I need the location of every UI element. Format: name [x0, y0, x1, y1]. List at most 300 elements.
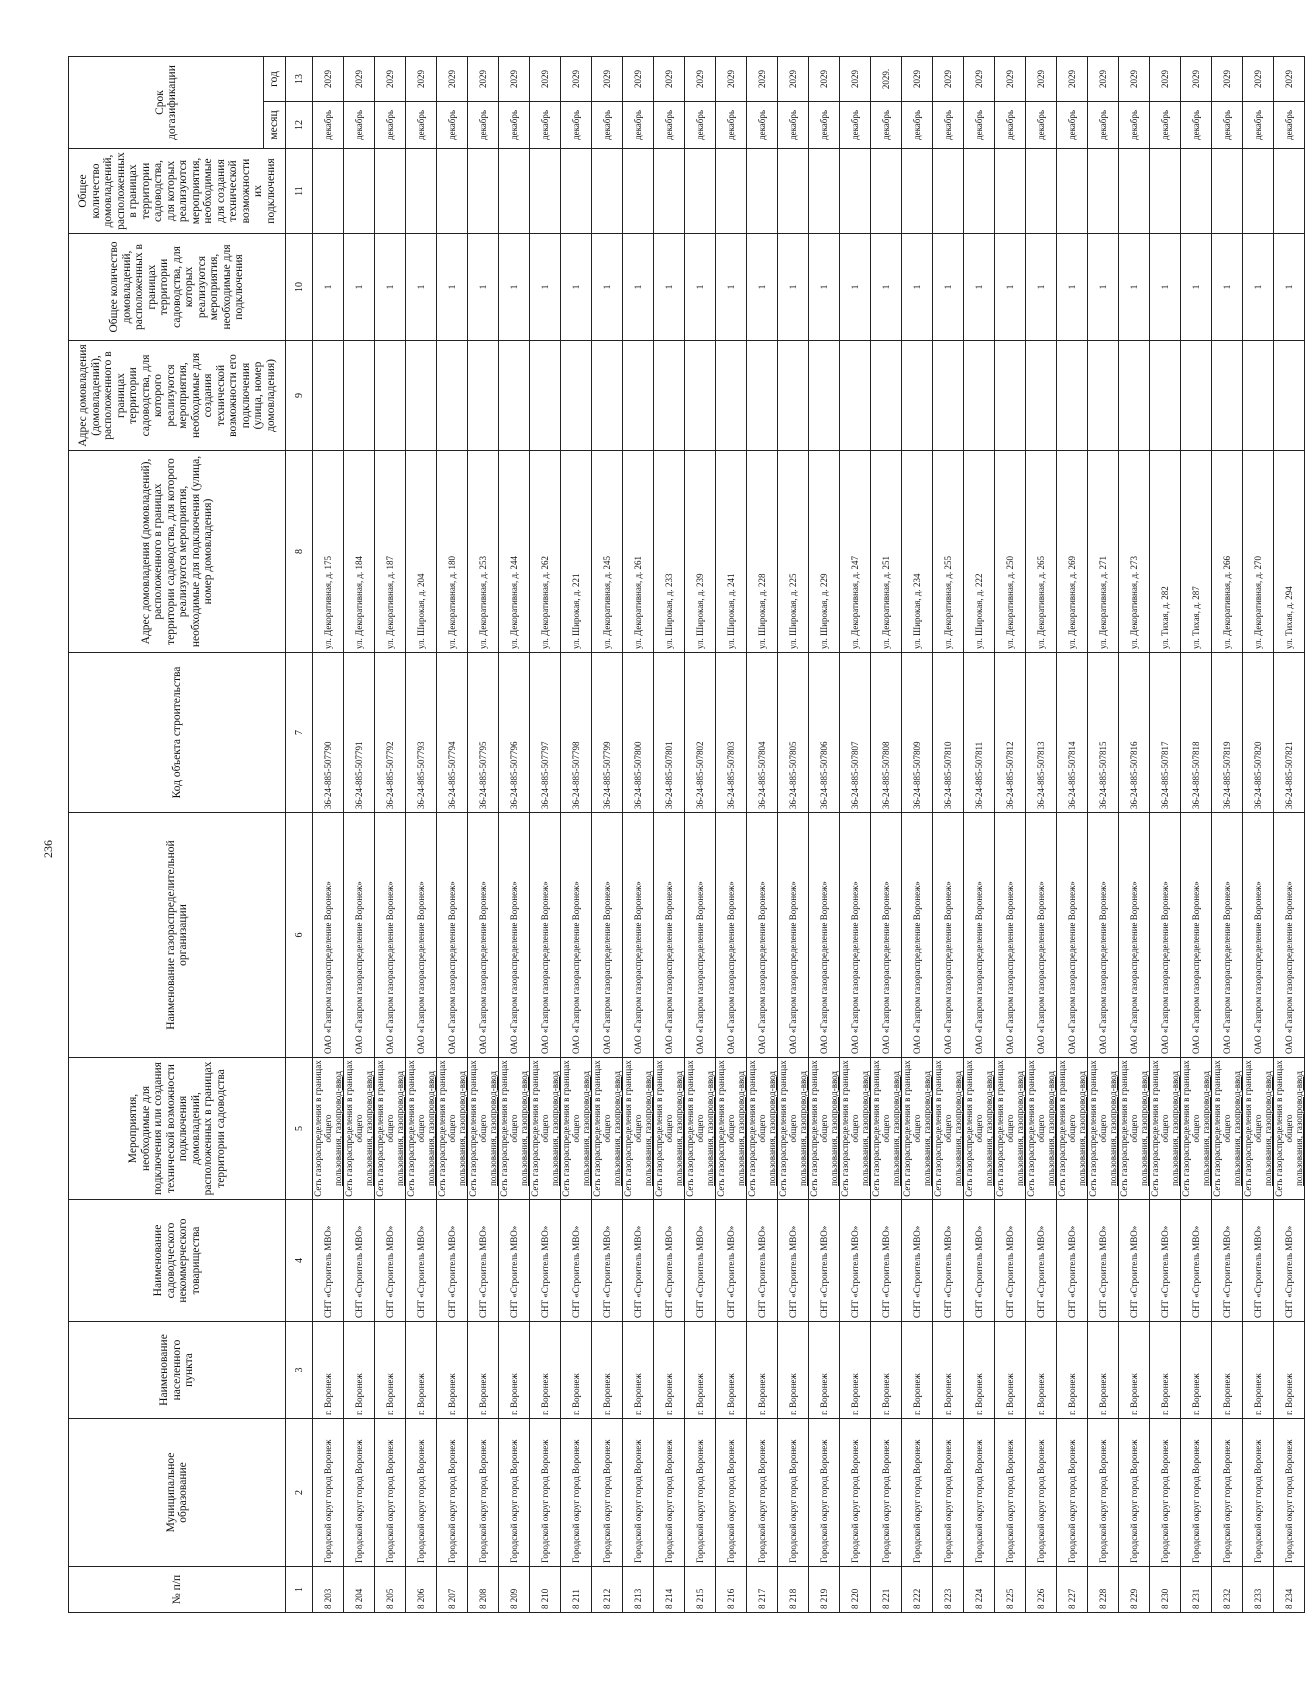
- row-number: 8 212: [592, 1567, 623, 1613]
- settlement-cell: г. Воронеж: [592, 1322, 623, 1419]
- header-month: месяц: [264, 102, 286, 149]
- year-cell: 2029: [1026, 57, 1057, 102]
- measure-line-2: пользования, газопровод-ввод: [767, 1071, 777, 1186]
- month-cell: декабрь: [344, 102, 375, 149]
- year-cell: 2029: [1057, 57, 1088, 102]
- measure-cell: [1150, 1058, 1181, 1200]
- address-cell: ул. Декоративная, д. 253: [468, 451, 499, 653]
- month-cell: декабрь: [1212, 102, 1243, 149]
- table-row: [716, 57, 747, 1613]
- measure-line-1: Сеть газораспределения в границах общего: [406, 1060, 426, 1197]
- table-row: [1181, 57, 1212, 1613]
- month-cell: декабрь: [1181, 102, 1212, 149]
- measure-line-1: Сеть газораспределения в границах общего: [375, 1060, 395, 1197]
- address2-cell: [871, 341, 902, 451]
- object-code-cell: 36-24-885-507800: [623, 653, 654, 813]
- address-cell: ул. Широкая, д. 204: [406, 451, 437, 653]
- partnership-cell: СНТ «Строитель МВО»: [344, 1200, 375, 1322]
- month-cell: декабрь: [623, 102, 654, 149]
- measure-line-2: пользования, газопровод-ввод: [1170, 1071, 1180, 1186]
- count2-cell: [654, 149, 685, 234]
- month-cell: декабрь: [1026, 102, 1057, 149]
- count2-cell: [530, 149, 561, 234]
- measure-cell: [902, 1058, 933, 1200]
- measure-line-1: Сеть газораспределения в границах общего: [437, 1060, 457, 1197]
- row-number: 8 229: [1119, 1567, 1150, 1613]
- count-cell: 1: [375, 234, 406, 341]
- object-code-cell: 36-24-885-507810: [933, 653, 964, 813]
- count2-cell: [685, 149, 716, 234]
- partnership-cell: СНТ «Строитель МВО»: [1026, 1200, 1057, 1322]
- measure-cell: [592, 1058, 623, 1200]
- count-cell: 1: [1119, 234, 1150, 341]
- measure-cell: [778, 1058, 809, 1200]
- address2-cell: [561, 341, 592, 451]
- row-number: 8 207: [437, 1567, 468, 1613]
- row-number: 8 223: [933, 1567, 964, 1613]
- address-cell: ул. Декоративная, д. 270: [1243, 451, 1274, 653]
- partnership-cell: СНТ «Строитель МВО»: [561, 1200, 592, 1322]
- year-cell: 2029: [530, 57, 561, 102]
- address2-cell: [778, 341, 809, 451]
- measure-line-1: Сеть газораспределения в границах общего: [933, 1060, 953, 1197]
- measure-line-2: пользования, газопровод-ввод: [1108, 1071, 1118, 1186]
- address-cell: ул. Широкая, д. 222: [964, 451, 995, 653]
- address-cell: ул. Декоративная, д. 245: [592, 451, 623, 653]
- municipality-cell: Городской округ город Воронеж: [840, 1419, 871, 1567]
- municipality-cell: Городской округ город Воронеж: [468, 1419, 499, 1567]
- year-cell: 2029: [406, 57, 437, 102]
- object-code-cell: 36-24-885-507814: [1057, 653, 1088, 813]
- organization-cell: ОАО «Газпром газораспределение Воронеж»: [375, 813, 406, 1058]
- count2-cell: [840, 149, 871, 234]
- month-cell: декабрь: [1243, 102, 1274, 149]
- column-index-row: [286, 57, 313, 1613]
- column-index: 8: [286, 451, 313, 653]
- measure-line-2: пользования, газопровод-ввод: [1232, 1071, 1242, 1186]
- count-cell: 1: [1243, 234, 1274, 341]
- table-row: [902, 57, 933, 1613]
- measure-cell: [1274, 1058, 1305, 1200]
- object-code-cell: 36-24-885-507805: [778, 653, 809, 813]
- month-cell: декабрь: [561, 102, 592, 149]
- measure-cell: [716, 1058, 747, 1200]
- row-number: 8 206: [406, 1567, 437, 1613]
- address2-cell: [592, 341, 623, 451]
- object-code-cell: 36-24-885-507801: [654, 653, 685, 813]
- organization-cell: ОАО «Газпром газораспределение Воронеж»: [1119, 813, 1150, 1058]
- partnership-cell: СНТ «Строитель МВО»: [1181, 1200, 1212, 1322]
- count-cell: 1: [344, 234, 375, 341]
- count-cell: 1: [747, 234, 778, 341]
- address-cell: ул. Декоративная, д. 251: [871, 451, 902, 653]
- municipality-cell: Городской округ город Воронеж: [1181, 1419, 1212, 1567]
- month-cell: декабрь: [313, 102, 344, 149]
- address2-cell: [1026, 341, 1057, 451]
- column-index: 4: [286, 1200, 313, 1322]
- measure-line-1: Сеть газораспределения в границах общего: [840, 1060, 860, 1197]
- year-cell: 2029: [344, 57, 375, 102]
- measure-cell: [499, 1058, 530, 1200]
- municipality-cell: Городской округ город Воронеж: [406, 1419, 437, 1567]
- measure-line-2: пользования, газопровод-ввод: [426, 1071, 436, 1186]
- partnership-cell: СНТ «Строитель МВО»: [313, 1200, 344, 1322]
- table-rotated-wrapper: [68, 57, 1304, 1613]
- municipality-cell: Городской округ город Воронеж: [313, 1419, 344, 1567]
- measure-cell: [1181, 1058, 1212, 1200]
- address2-cell: [344, 341, 375, 451]
- address2-cell: [995, 341, 1026, 451]
- table-row: [871, 57, 902, 1613]
- measure-line-1: Сеть газораспределения в границах общего: [499, 1060, 519, 1197]
- settlement-cell: г. Воронеж: [716, 1322, 747, 1419]
- count-cell: 1: [809, 234, 840, 341]
- year-cell: 2029: [375, 57, 406, 102]
- row-number: 8 221: [871, 1567, 902, 1613]
- measure-line-2: пользования, газопровод-ввод: [1201, 1071, 1211, 1186]
- table-row: [964, 57, 995, 1613]
- table-row: [437, 57, 468, 1613]
- year-cell: 2029: [747, 57, 778, 102]
- organization-cell: ОАО «Газпром газораспределение Воронеж»: [437, 813, 468, 1058]
- partnership-cell: СНТ «Строитель МВО»: [716, 1200, 747, 1322]
- measure-line-1: Сеть газораспределения в границах общего: [716, 1060, 736, 1197]
- table-row: [406, 57, 437, 1613]
- settlement-cell: г. Воронеж: [1212, 1322, 1243, 1419]
- month-cell: декабрь: [1274, 102, 1305, 149]
- table-row: [1026, 57, 1057, 1613]
- address2-cell: [406, 341, 437, 451]
- column-index: 3: [286, 1322, 313, 1419]
- header-count2: Общее количество домовладений, расположенных в границах территории садоводства, для которых реализуются мероприятия, необходимые для создания технической возможности их подключения: [69, 149, 286, 234]
- measure-line-2: пользования, газопровод-ввод: [364, 1071, 374, 1186]
- address-cell: ул. Широкая, д. 239: [685, 451, 716, 653]
- count-cell: 1: [1088, 234, 1119, 341]
- header-org: Наименование газораспределительной организации: [69, 813, 286, 1058]
- table-row: [778, 57, 809, 1613]
- month-cell: декабрь: [437, 102, 468, 149]
- column-index: 6: [286, 813, 313, 1058]
- count2-cell: [313, 149, 344, 234]
- organization-cell: ОАО «Газпром газораспределение Воронеж»: [623, 813, 654, 1058]
- gasification-table: [68, 56, 1305, 1613]
- measure-line-1: Сеть газораспределения в границах общего: [1212, 1060, 1232, 1197]
- count-cell: 1: [1057, 234, 1088, 341]
- address-cell: ул. Широкая, д. 229: [809, 451, 840, 653]
- measure-line-2: пользования, газопровод-ввод: [1046, 1071, 1056, 1186]
- measure-cell: [995, 1058, 1026, 1200]
- row-number: 8 228: [1088, 1567, 1119, 1613]
- municipality-cell: Городской округ город Воронеж: [809, 1419, 840, 1567]
- object-code-cell: 36-24-885-507811: [964, 653, 995, 813]
- measure-line-1: Сеть газораспределения в границах общего: [1088, 1060, 1108, 1197]
- table-row: [840, 57, 871, 1613]
- settlement-cell: г. Воронеж: [561, 1322, 592, 1419]
- organization-cell: ОАО «Газпром газораспределение Воронеж»: [406, 813, 437, 1058]
- month-cell: декабрь: [778, 102, 809, 149]
- settlement-cell: г. Воронеж: [1088, 1322, 1119, 1419]
- count2-cell: [623, 149, 654, 234]
- address2-cell: [840, 341, 871, 451]
- partnership-cell: СНТ «Строитель МВО»: [933, 1200, 964, 1322]
- month-cell: декабрь: [592, 102, 623, 149]
- municipality-cell: Городской округ город Воронеж: [499, 1419, 530, 1567]
- count-cell: 1: [592, 234, 623, 341]
- measure-line-1: Сеть газораспределения в границах общего: [561, 1060, 581, 1197]
- object-code-cell: 36-24-885-507818: [1181, 653, 1212, 813]
- count2-cell: [933, 149, 964, 234]
- measure-line-2: пользования, газопровод-ввод: [1015, 1071, 1025, 1186]
- count2-cell: [1119, 149, 1150, 234]
- municipality-cell: Городской округ город Воронеж: [964, 1419, 995, 1567]
- count-cell: 1: [499, 234, 530, 341]
- row-number: 8 225: [995, 1567, 1026, 1613]
- month-cell: декабрь: [1119, 102, 1150, 149]
- measure-line-2: пользования, газопровод-ввод: [612, 1071, 622, 1186]
- address-cell: ул. Декоративная, д. 247: [840, 451, 871, 653]
- object-code-cell: 36-24-885-507802: [685, 653, 716, 813]
- year-cell: 2029: [964, 57, 995, 102]
- measure-cell: [1212, 1058, 1243, 1200]
- partnership-cell: СНТ «Строитель МВО»: [902, 1200, 933, 1322]
- table-row: [1274, 57, 1305, 1613]
- row-number: 8 222: [902, 1567, 933, 1613]
- partnership-cell: СНТ «Строитель МВО»: [995, 1200, 1026, 1322]
- object-code-cell: 36-24-885-507799: [592, 653, 623, 813]
- measure-line-1: Сеть газораспределения в границах общего: [871, 1060, 891, 1197]
- measure-cell: [933, 1058, 964, 1200]
- table-row: [592, 57, 623, 1613]
- address2-cell: [1212, 341, 1243, 451]
- table-row: [375, 57, 406, 1613]
- municipality-cell: Городской округ город Воронеж: [1088, 1419, 1119, 1567]
- count-cell: 1: [1150, 234, 1181, 341]
- address2-cell: [1150, 341, 1181, 451]
- organization-cell: ОАО «Газпром газораспределение Воронеж»: [1150, 813, 1181, 1058]
- row-number: 8 217: [747, 1567, 778, 1613]
- row-number: 8 205: [375, 1567, 406, 1613]
- organization-cell: ОАО «Газпром газораспределение Воронеж»: [716, 813, 747, 1058]
- measure-line-2: пользования, газопровод-ввод: [1263, 1071, 1273, 1186]
- table-row: [685, 57, 716, 1613]
- municipality-cell: Городской округ город Воронеж: [1057, 1419, 1088, 1567]
- count2-cell: [778, 149, 809, 234]
- object-code-cell: 36-24-885-507803: [716, 653, 747, 813]
- month-cell: декабрь: [499, 102, 530, 149]
- column-index: 12: [286, 102, 313, 149]
- organization-cell: ОАО «Газпром газораспределение Воронеж»: [964, 813, 995, 1058]
- address-cell: ул. Декоративная, д. 266: [1212, 451, 1243, 653]
- measure-cell: [313, 1058, 344, 1200]
- header-settlement: Наименование населенного пункта: [69, 1322, 286, 1419]
- municipality-cell: Городской округ город Воронеж: [592, 1419, 623, 1567]
- object-code-cell: 36-24-885-507798: [561, 653, 592, 813]
- municipality-cell: Городской округ город Воронеж: [561, 1419, 592, 1567]
- address-cell: ул. Декоративная, д. 255: [933, 451, 964, 653]
- object-code-cell: 36-24-885-507793: [406, 653, 437, 813]
- organization-cell: ОАО «Газпром газораспределение Воронеж»: [1181, 813, 1212, 1058]
- address-cell: ул. Широкая, д. 225: [778, 451, 809, 653]
- object-code-cell: 36-24-885-507791: [344, 653, 375, 813]
- measure-line-2: пользования, газопровод-ввод: [395, 1071, 405, 1186]
- table-row: [499, 57, 530, 1613]
- header-address2: Адрес домовладения (домовладений), расположенного в границах территории садоводства, для которого реализуются мероприятия, необходимые для создания технической возможности его подключения (улица, номер домовладения): [69, 341, 286, 451]
- count2-cell: [1274, 149, 1305, 234]
- year-cell: 2029: [840, 57, 871, 102]
- row-number: 8 215: [685, 1567, 716, 1613]
- object-code-cell: 36-24-885-507815: [1088, 653, 1119, 813]
- settlement-cell: г. Воронеж: [995, 1322, 1026, 1419]
- organization-cell: ОАО «Газпром газораспределение Воронеж»: [995, 813, 1026, 1058]
- measure-cell: [871, 1058, 902, 1200]
- address2-cell: [1119, 341, 1150, 451]
- count2-cell: [406, 149, 437, 234]
- count2-cell: [747, 149, 778, 234]
- row-number: 8 231: [1181, 1567, 1212, 1613]
- column-index: 9: [286, 341, 313, 451]
- count-cell: 1: [1181, 234, 1212, 341]
- measure-cell: [1243, 1058, 1274, 1200]
- organization-cell: ОАО «Газпром газораспределение Воронеж»: [747, 813, 778, 1058]
- address-cell: ул. Декоративная, д. 271: [1088, 451, 1119, 653]
- measure-line-2: пользования, газопровод-ввод: [705, 1071, 715, 1186]
- table-row: [530, 57, 561, 1613]
- address-cell: ул. Широкая, д. 228: [747, 451, 778, 653]
- partnership-cell: СНТ «Строитель МВО»: [1243, 1200, 1274, 1322]
- municipality-cell: Городской округ город Воронеж: [685, 1419, 716, 1567]
- address2-cell: [902, 341, 933, 451]
- header-partnership: Наименование садоводческого некоммерческого товарищества: [69, 1200, 286, 1322]
- measure-line-1: Сеть газораспределения в границах общего: [778, 1060, 798, 1197]
- measure-line-1: Сеть газораспределения в границах общего: [592, 1060, 612, 1197]
- partnership-cell: СНТ «Строитель МВО»: [685, 1200, 716, 1322]
- address-cell: ул. Декоративная, д. 262: [530, 451, 561, 653]
- month-cell: декабрь: [654, 102, 685, 149]
- address2-cell: [933, 341, 964, 451]
- object-code-cell: 36-24-885-507812: [995, 653, 1026, 813]
- measure-line-1: Сеть газораспределения в границах общего: [964, 1060, 984, 1197]
- table-row: [995, 57, 1026, 1613]
- year-cell: 2029: [654, 57, 685, 102]
- count-cell: 1: [437, 234, 468, 341]
- column-index: 7: [286, 653, 313, 813]
- organization-cell: ОАО «Газпром газораспределение Воронеж»: [840, 813, 871, 1058]
- measure-line-2: пользования, газопровод-ввод: [674, 1071, 684, 1186]
- count-cell: 1: [1212, 234, 1243, 341]
- measure-line-2: пользования, газопровод-ввод: [519, 1071, 529, 1186]
- year-cell: 2029: [902, 57, 933, 102]
- settlement-cell: г. Воронеж: [809, 1322, 840, 1419]
- partnership-cell: СНТ «Строитель МВО»: [499, 1200, 530, 1322]
- measure-cell: [1088, 1058, 1119, 1200]
- year-cell: 2029: [437, 57, 468, 102]
- measure-line-1: Сеть газораспределения в границах общего: [313, 1060, 333, 1197]
- month-cell: декабрь: [716, 102, 747, 149]
- organization-cell: ОАО «Газпром газораспределение Воронеж»: [468, 813, 499, 1058]
- partnership-cell: СНТ «Строитель МВО»: [530, 1200, 561, 1322]
- measure-line-2: пользования, газопровод-ввод: [550, 1071, 560, 1186]
- municipality-cell: Городской округ город Воронеж: [716, 1419, 747, 1567]
- row-number: 8 213: [623, 1567, 654, 1613]
- measure-line-1: Сеть газораспределения в границах общего: [747, 1060, 767, 1197]
- count-cell: 1: [995, 234, 1026, 341]
- settlement-cell: г. Воронеж: [468, 1322, 499, 1419]
- object-code-cell: 36-24-885-507806: [809, 653, 840, 813]
- municipality-cell: Городской округ город Воронеж: [1119, 1419, 1150, 1567]
- address-cell: ул. Декоративная, д. 261: [623, 451, 654, 653]
- organization-cell: ОАО «Газпром газораспределение Воронеж»: [561, 813, 592, 1058]
- address2-cell: [1181, 341, 1212, 451]
- table-row: [561, 57, 592, 1613]
- table-row: [809, 57, 840, 1613]
- table-row: [1243, 57, 1274, 1613]
- count2-cell: [468, 149, 499, 234]
- settlement-cell: г. Воронеж: [747, 1322, 778, 1419]
- partnership-cell: СНТ «Строитель МВО»: [778, 1200, 809, 1322]
- header-num: № п/п: [69, 1567, 286, 1613]
- month-cell: декабрь: [871, 102, 902, 149]
- count2-cell: [1243, 149, 1274, 234]
- count2-cell: [902, 149, 933, 234]
- partnership-cell: СНТ «Строитель МВО»: [592, 1200, 623, 1322]
- measure-line-1: Сеть газораспределения в границах общего: [1119, 1060, 1139, 1197]
- object-code-cell: 36-24-885-507796: [499, 653, 530, 813]
- organization-cell: ОАО «Газпром газораспределение Воронеж»: [1088, 813, 1119, 1058]
- municipality-cell: Городской округ город Воронеж: [530, 1419, 561, 1567]
- municipality-cell: Городской округ город Воронеж: [1243, 1419, 1274, 1567]
- row-number: 8 227: [1057, 1567, 1088, 1613]
- partnership-cell: СНТ «Строитель МВО»: [654, 1200, 685, 1322]
- partnership-cell: СНТ «Строитель МВО»: [1274, 1200, 1305, 1322]
- partnership-cell: СНТ «Строитель МВО»: [809, 1200, 840, 1322]
- month-cell: декабрь: [530, 102, 561, 149]
- measure-line-2: пользования, газопровод-ввод: [1077, 1071, 1087, 1186]
- row-number: 8 211: [561, 1567, 592, 1613]
- settlement-cell: г. Воронеж: [964, 1322, 995, 1419]
- count2-cell: [344, 149, 375, 234]
- settlement-cell: г. Воронеж: [933, 1322, 964, 1419]
- organization-cell: ОАО «Газпром газораспределение Воронеж»: [654, 813, 685, 1058]
- year-cell: 2029: [1243, 57, 1274, 102]
- object-code-cell: 36-24-885-507807: [840, 653, 871, 813]
- organization-cell: ОАО «Газпром газораспределение Воронеж»: [685, 813, 716, 1058]
- partnership-cell: СНТ «Строитель МВО»: [406, 1200, 437, 1322]
- count-cell: 1: [530, 234, 561, 341]
- count-cell: 1: [561, 234, 592, 341]
- partnership-cell: СНТ «Строитель МВО»: [1150, 1200, 1181, 1322]
- settlement-cell: г. Воронеж: [685, 1322, 716, 1419]
- municipality-cell: Городской округ город Воронеж: [778, 1419, 809, 1567]
- municipality-cell: Городской округ город Воронеж: [654, 1419, 685, 1567]
- row-number: 8 208: [468, 1567, 499, 1613]
- table-row: [654, 57, 685, 1613]
- year-cell: 2029: [1181, 57, 1212, 102]
- address-cell: ул. Тихая, д. 287: [1181, 451, 1212, 653]
- month-cell: декабрь: [809, 102, 840, 149]
- measure-line-2: пользования, газопровод-ввод: [457, 1071, 467, 1186]
- partnership-cell: СНТ «Строитель МВО»: [623, 1200, 654, 1322]
- partnership-cell: СНТ «Строитель МВО»: [747, 1200, 778, 1322]
- address2-cell: [437, 341, 468, 451]
- organization-cell: ОАО «Газпром газораспределение Воронеж»: [1026, 813, 1057, 1058]
- measure-line-1: Сеть газораспределения в границах общего: [902, 1060, 922, 1197]
- object-code-cell: 36-24-885-507795: [468, 653, 499, 813]
- table-row: [344, 57, 375, 1613]
- address2-cell: [499, 341, 530, 451]
- measure-cell: [530, 1058, 561, 1200]
- table-row: [623, 57, 654, 1613]
- municipality-cell: Городской округ город Воронеж: [623, 1419, 654, 1567]
